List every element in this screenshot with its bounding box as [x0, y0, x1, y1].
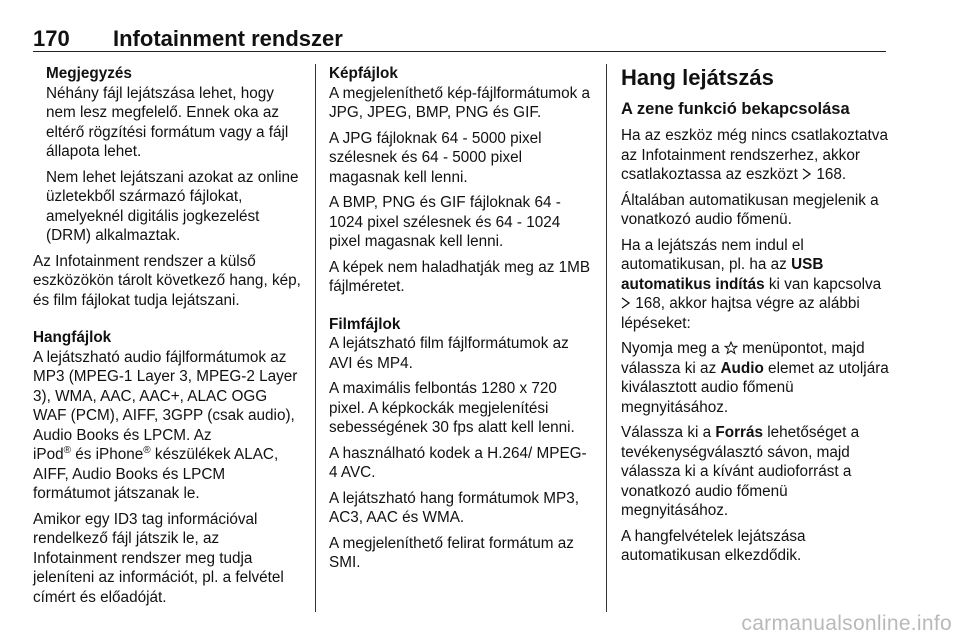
page-title: Infotainment rendszer — [113, 26, 343, 51]
music-paragraph-6: A hangfelvételek lejátszása automatikusan elkezdődik. — [621, 527, 806, 564]
column-1 — [33, 64, 301, 613]
image-files-paragraph-3: A BMP, PNG és GIF fájloknak 64 - 1024 pixel szélesnek és 64 - 1024 pixel magasnak kell lenni. — [329, 194, 561, 250]
note-paragraph-2: Nem lehet lejátszani azokat az online üzletekből származó fájlokat, amelyeknél digitális jogkezelést (DRM) alkalmaztak. — [46, 168, 299, 244]
movie-files-paragraph-1: A lejátszható film fájlformátumok az AVI és MP4. — [329, 335, 569, 372]
audio-files-paragraph-2: Amikor egy ID3 tag információval rendelkező fájl játszik le, az Infotainment rendszer meg tudja jeleníteni az információt, pl. a felvétel címért és előadóját. — [33, 510, 284, 606]
movie-files-paragraph-5: A megjeleníthető felirat formátum az SMI. — [329, 534, 574, 571]
star-home-icon — [724, 341, 738, 355]
movie-files-paragraph-2: A maximális felbontás 1280 x 720 pixel. A képkockák megjelenítési sebességének 30 fps alatt kell lenni. — [329, 380, 575, 436]
intro-paragraph: Az Infotainment rendszer a külső eszközökön tárolt következő hang, kép, és film fájlokat tudja lejátszani. — [33, 252, 301, 309]
music-paragraph-3: Ha a lejátszás nem indul el automatikusan, pl. ha az USB automatikus indítás ki van kapcsolva 168, akkor hajtsa végre az alábbi lépéseket: — [621, 236, 882, 332]
column-3 — [621, 64, 889, 572]
column-divider-2 — [606, 64, 607, 612]
music-paragraph-2: Általában automatikusan megjelenik a vonatkozó audio főmenü. — [621, 191, 879, 228]
music-paragraph-5: Válassza ki a Forrás lehetőséget a tevékenységválasztó sávon, majd válassza ki a kívánt audioforrást a vonatkozó audio főmenü megnyitásához. — [621, 424, 860, 519]
music-paragraph-1: Ha az eszköz még nincs csatlakoztatva az Infotainment rendszerhez, akkor csatlakoztassa az eszközt 168. — [621, 127, 888, 183]
note-block — [33, 64, 301, 246]
subsection-heading: A zene funkció bekapcsolása — [621, 100, 850, 118]
movie-files-paragraph-3: A használható kodek a H.264/ MPEG-4 AVC. — [329, 444, 587, 481]
movie-files-title: Filmfájlok — [329, 315, 401, 333]
column-divider-1 — [315, 64, 316, 612]
watermark: carmanualsonline.info — [741, 612, 952, 635]
movie-files-paragraph-4: A lejátszható hang formátumok MP3, AC3, AAC és WMA. — [329, 489, 579, 526]
arrow-ref-icon — [621, 297, 631, 309]
audio-files-paragraph-1: A lejátszható audio fájlformátumok az MP3 (MPEG-1 Layer 3, MPEG-2 Layer 3), WMA, AAC, AAC+, ALAC OGG WAF (PCM), AIFF, 3GPP (csak audio), Audio Books és LPCM. Az iPod® és iPhone® készülékek ALAC, AIFF, Audio Books és LPCM formátumot játszanak le. — [33, 348, 298, 502]
audio-files-title: Hangfájlok — [33, 329, 112, 346]
note-paragraph-1: Néhány fájl lejátszása lehet, hogy nem lesz megfelelő. Ennek oka az eltérő rögzítési formátum vagy a fájl állapota lehet. — [46, 84, 289, 160]
header-rule — [33, 51, 886, 52]
music-paragraph-4: Nyomja meg a menüpontot, majd válassza ki az Audio elemet az utoljára kiválasztott audio főmenü megnyitásához. — [621, 340, 889, 416]
image-files-title: Képfájlok — [329, 65, 398, 82]
page-number: 170 — [33, 26, 70, 51]
page-header — [33, 26, 886, 50]
note-title: Megjegyzés — [46, 65, 132, 82]
section-heading: Hang lejátszás — [621, 65, 774, 90]
image-files-paragraph-4: A képek nem haladhatják meg az 1MB fájlméretet. — [329, 258, 591, 295]
column-2 — [329, 64, 591, 579]
arrow-ref-icon — [802, 168, 812, 180]
image-files-paragraph-1: A megjeleníthető kép-fájlformátumok a JPG, JPEG, BMP, PNG és GIF. — [329, 84, 591, 121]
image-files-paragraph-2: A JPG fájloknak 64 - 5000 pixel szélesnek és 64 - 5000 pixel magasnak kell lenni. — [329, 129, 542, 186]
page-ref[interactable]: 168 — [816, 166, 842, 183]
page-ref[interactable]: 168 — [635, 295, 661, 312]
